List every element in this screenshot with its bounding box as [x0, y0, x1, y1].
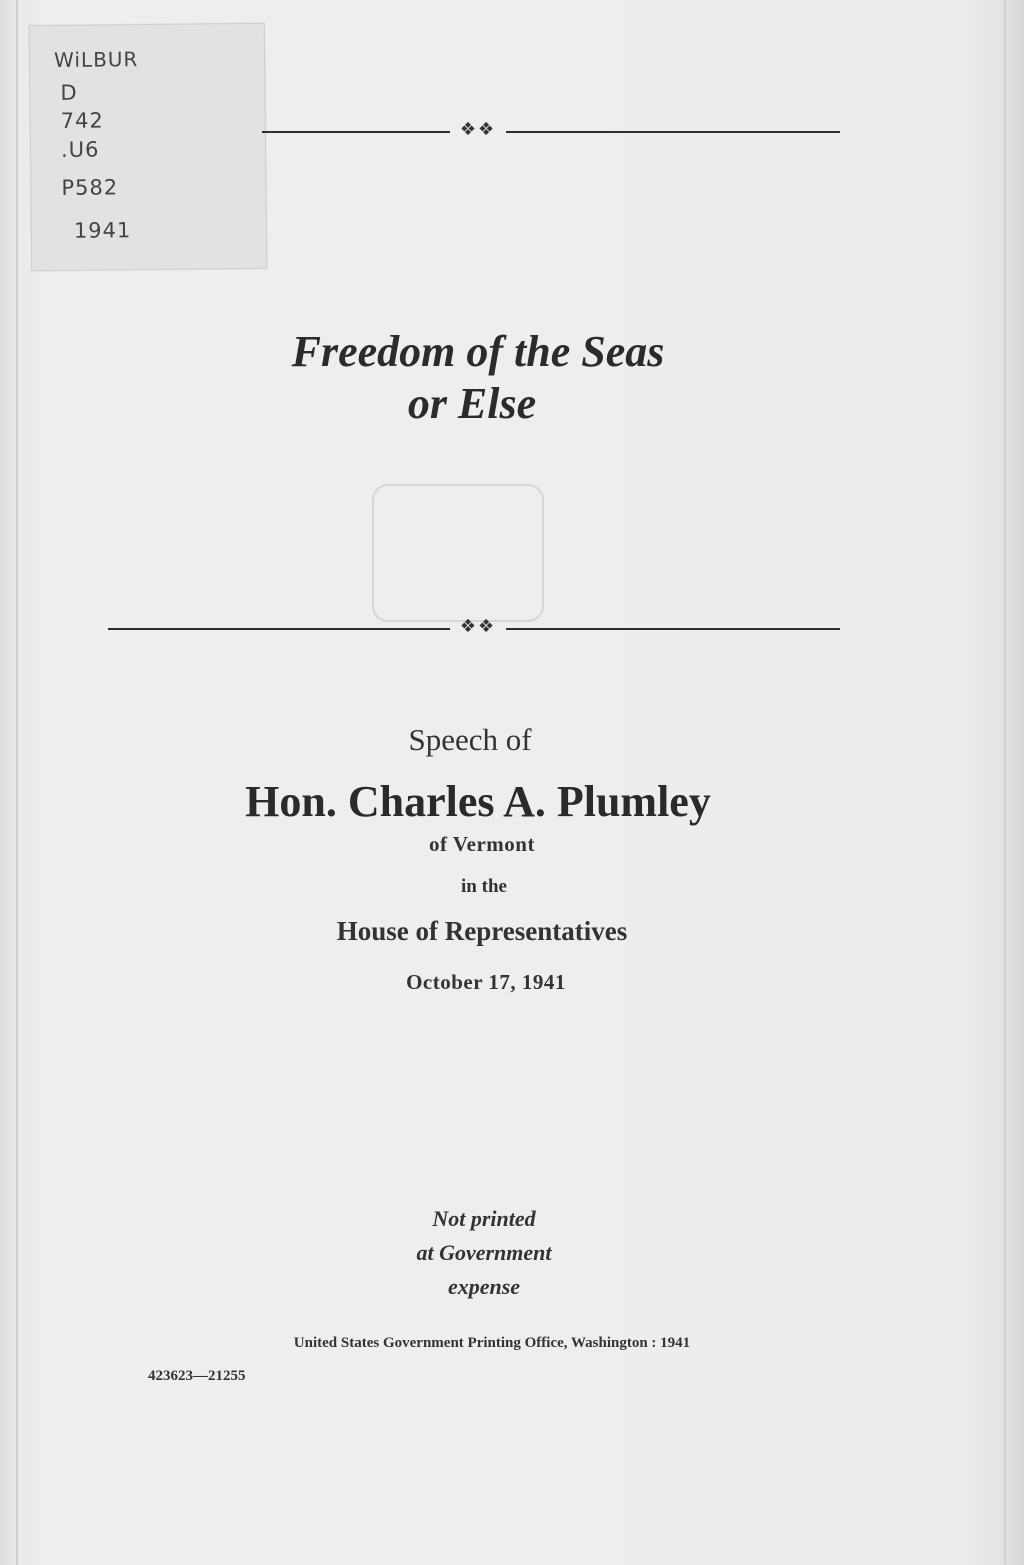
- middle-rule-left: [108, 628, 450, 630]
- middle-ornament-icon: ❖❖: [459, 616, 497, 637]
- top-rule-left: [262, 131, 450, 133]
- chamber-name: House of Representatives: [336, 916, 628, 946]
- middle-rule-right: [506, 628, 840, 630]
- top-ornament-icon: ❖❖: [459, 119, 497, 140]
- job-number: 423623—21255: [148, 1368, 246, 1384]
- notice-line-2: at Government: [416, 1240, 552, 1265]
- faded-library-stamp: [372, 484, 544, 622]
- notice-line-1: Not printed: [432, 1206, 536, 1231]
- call-number-line: 742: [60, 108, 104, 133]
- page-right-edge: [1004, 0, 1006, 1565]
- call-number-line: WiLBUR: [53, 47, 139, 72]
- call-number-line: P582: [61, 175, 119, 200]
- printer-imprint: United States Government Printing Office, Washington : 1941: [293, 1335, 691, 1351]
- call-number-line: 1941: [73, 218, 132, 243]
- speech-intro: Speech of: [408, 722, 532, 757]
- top-rule-right: [506, 131, 840, 133]
- in-the-text: in the: [461, 876, 507, 897]
- title-line-1: Freedom of the Seas: [291, 327, 665, 376]
- speech-date: October 17, 1941: [406, 970, 566, 994]
- call-number-line: D: [60, 80, 78, 105]
- notice-line-3: expense: [447, 1274, 521, 1299]
- speaker-state: of Vermont: [429, 832, 535, 856]
- call-number-label: [29, 23, 268, 271]
- speaker-name: Hon. Charles A. Plumley: [245, 777, 711, 826]
- call-number-line: .U6: [60, 137, 100, 162]
- title-line-2: or Else: [407, 379, 537, 428]
